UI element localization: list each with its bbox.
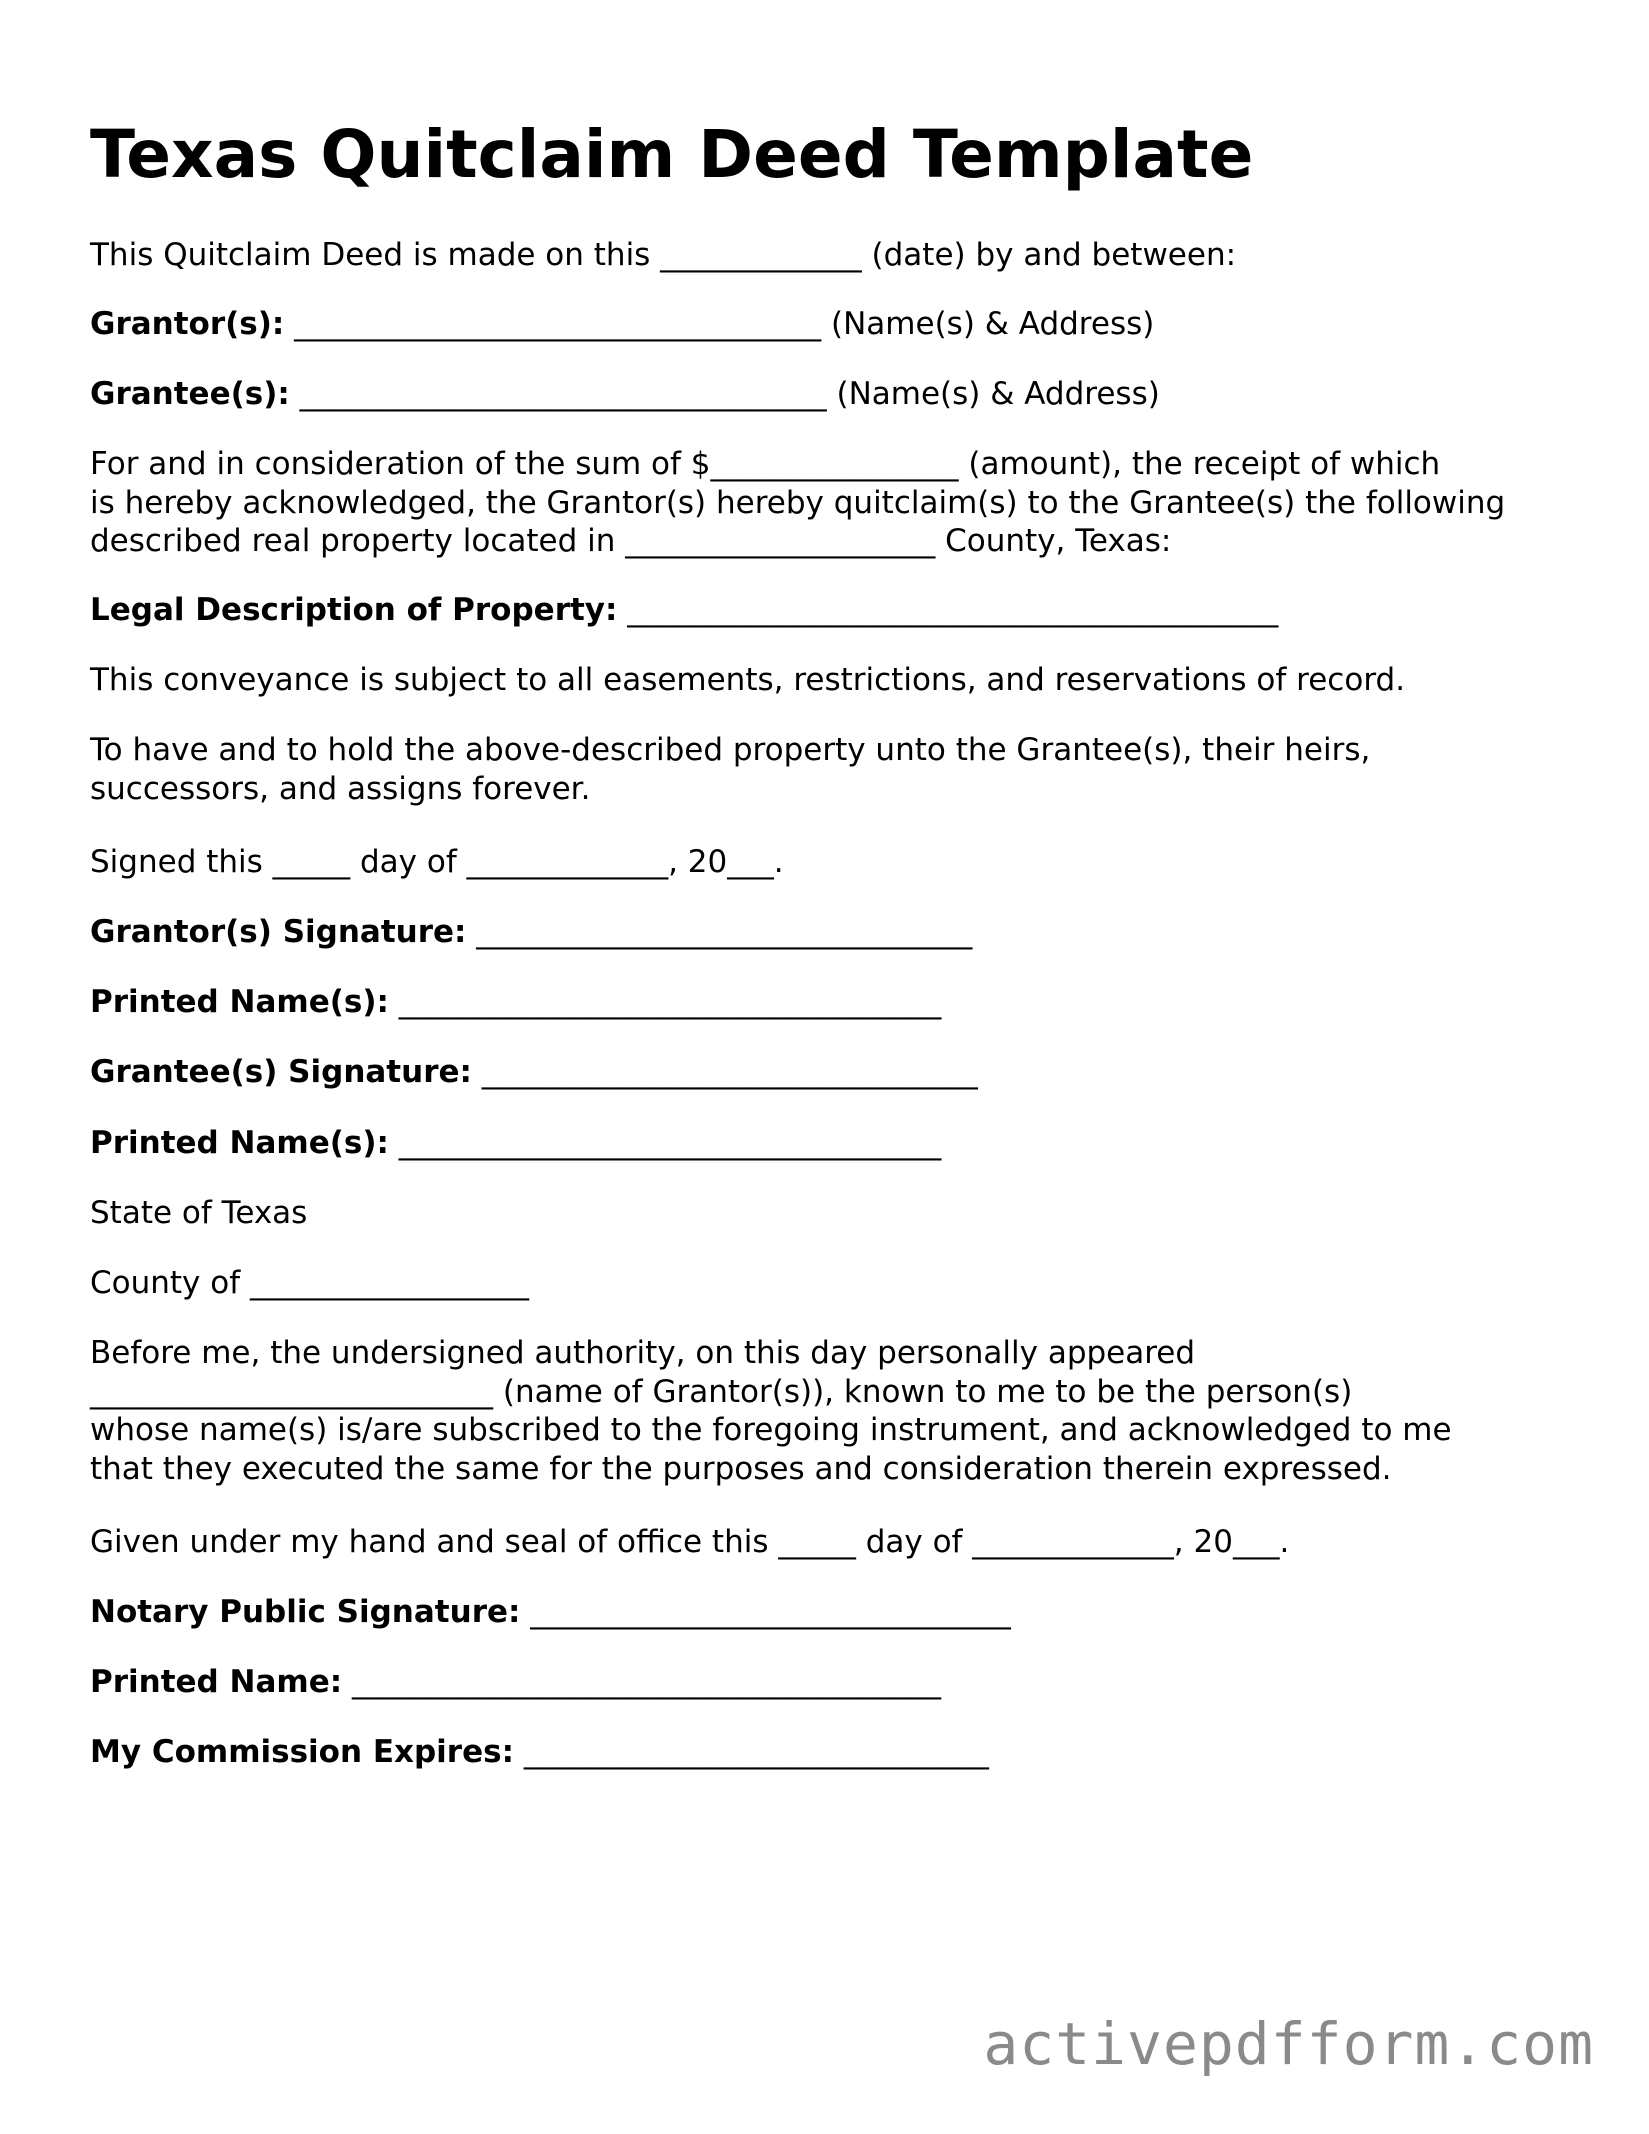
grantee-line <box>90 375 1160 414</box>
grantee-signature-field: ________________________________ <box>471 1054 978 1090</box>
commission-expires-line <box>90 1733 989 1772</box>
signed-date-line: Signed this _____ day of _____________, 20___. <box>90 844 784 880</box>
grantor-label: Grantor(s): <box>90 306 285 342</box>
legal-description-line <box>90 591 1278 630</box>
legal-description-label: Legal Description of Property: <box>90 592 618 628</box>
grantee-label: Grantee(s): <box>90 376 290 412</box>
notary-printed-name-field: ______________________________________ <box>342 1664 941 1700</box>
seal-date-line: Given under my hand and seal of office this _____ day of _____________, 20___. <box>90 1524 1290 1560</box>
grantee-printed-name-label: Printed Name(s): <box>90 1125 389 1161</box>
grantor-printed-name-field: ___________________________________ <box>388 984 942 1020</box>
state-line: State of Texas <box>90 1195 308 1231</box>
grantor-signature-line <box>90 913 972 952</box>
notary-signature-line <box>90 1593 1011 1632</box>
grantor-line <box>90 305 1154 344</box>
county-line: County of __________________ <box>90 1265 529 1301</box>
grantor-signature-field: ________________________________ <box>466 914 973 950</box>
page-title: Texas Quitclaim Deed Template <box>90 116 1254 193</box>
consideration-paragraph: For and in consideration of the sum of $________________ (amount), the receipt of which is hereby acknowledged, the Grantor(s) hereby quitclaim(s) to the Grantee(s) the following described real property located in ____________________ County, Texas: <box>90 446 1506 559</box>
grantor-signature-label: Grantor(s) Signature: <box>90 914 467 950</box>
grantee-signature-label: Grantee(s) Signature: <box>90 1054 472 1090</box>
watermark: activepdfform.com <box>983 2010 1594 2078</box>
notary-signature-field: _______________________________ <box>520 1594 1011 1630</box>
conveyance-paragraph: This conveyance is subject to all easements, restrictions, and reservations of record. <box>90 662 1406 698</box>
notary-signature-label: Notary Public Signature: <box>90 1594 521 1630</box>
grantor-printed-name-line <box>90 983 941 1022</box>
commission-expires-field: ______________________________ <box>513 1734 989 1770</box>
grantee-signature-line <box>90 1053 978 1092</box>
grantor-printed-name-label: Printed Name(s): <box>90 984 389 1020</box>
acknowledgment-paragraph: Before me, the undersigned authority, on this day personally appeared __________________________ (name of Grantor(s)), known to me to be the person(s) whose name(s) is/are subscribed to the foregoing instrument, and acknowledged to me that they executed the same for the purposes and consideration therein expressed. <box>90 1335 1452 1487</box>
grantee-printed-name-line <box>90 1124 941 1163</box>
notary-printed-name-label: Printed Name: <box>90 1664 343 1700</box>
grantor-field: __________________________________ (Name(s) & Address) <box>284 306 1155 342</box>
commission-expires-label: My Commission Expires: <box>90 1734 514 1770</box>
grantee-printed-name-field: ___________________________________ <box>388 1125 942 1161</box>
legal-description-field: __________________________________________ <box>617 592 1279 628</box>
notary-printed-name-line <box>90 1663 941 1702</box>
habendum-paragraph: To have and to hold the above-described property unto the Grantee(s), their heirs, successors, and assigns forever. <box>90 732 1371 807</box>
intro-line: This Quitclaim Deed is made on this _____________ (date) by and between: <box>90 237 1237 273</box>
grantee-field: __________________________________ (Name(s) & Address) <box>289 376 1160 412</box>
